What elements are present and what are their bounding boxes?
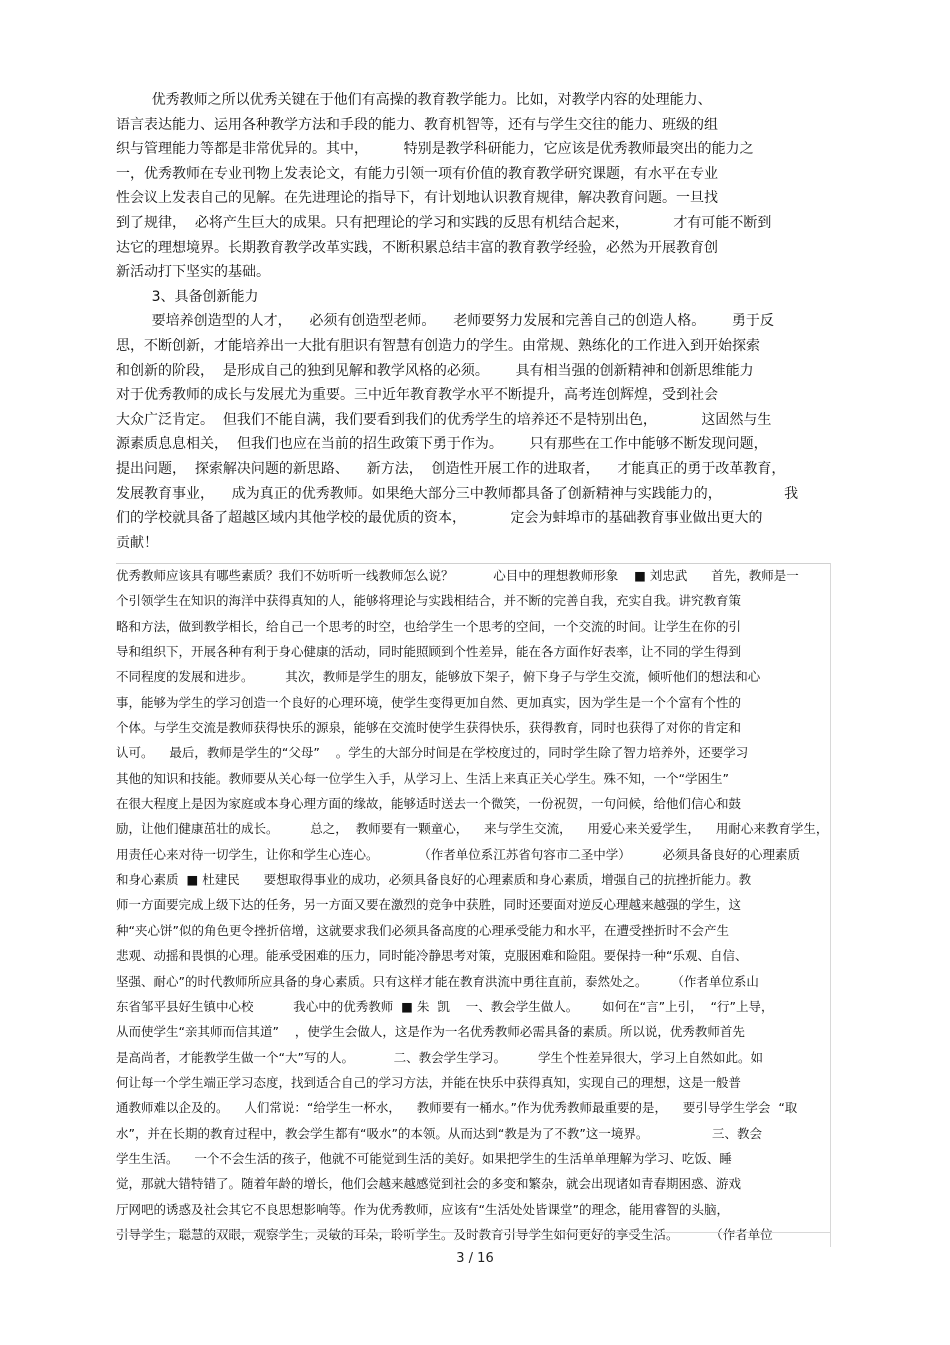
teacher-views-text-line: 励，让他们健康茁壮的成长。 总之， 教师要有一颗童心， 来与学生交流， 用爱心来关爱学生， 用耐心来教育学生， <box>116 821 829 837</box>
main-text-line: 一，优秀教师在专业刊物上发表论文，有能力引领一项有价值的教育教学研究课题，有水平在专业 <box>116 165 718 182</box>
main-text-line: 源素质息息相关， 但我们也应在当前的招生政策下勇于作为。 只有那些在工作中能够不断发现问题， <box>116 436 768 453</box>
teacher-views-text-line: 水”，并在长期的教育过程中，教会学生都有“吸水”的本领。从而达到“教是为了不教”这一境界。 三、教会 <box>116 1125 762 1141</box>
main-text-line: 思，不断创新，才能培养出一大批有胆识有智慧有创造力的学生。由常规、熟练化的工作进入到开始探索 <box>116 337 760 354</box>
main-text-line: 提出问题， 探索解决问题的新思路、 新方法， 创造性开展工作的进取者， 才能真正的勇于改革教育， <box>116 460 786 477</box>
article-section-teacher-views <box>116 563 831 1247</box>
article-section-main <box>116 88 836 555</box>
teacher-views-text-line: 是高尚者，才能教学生做一个“大”写的人。 二、教会学生学习。 学生个性差异很大，学习上自然如此。如 <box>116 1049 763 1065</box>
main-text-line: 语言表达能力、运用各种教学方法和手段的能力、教育机智等，还有与学生交往的能力、班级的组 <box>116 116 718 133</box>
teacher-views-text-line: 坚强、耐心”的时代教师所应具备的身心素质。只有这样才能在教育洪流中勇往直前，泰然处之。 （作者单位系山 <box>116 973 759 989</box>
teacher-views-text-line: 和身心素质 ■ 杜建民 要想取得事业的成功，必须具备良好的心理素质和身心素质，增强自己的抗挫折能力。教 <box>116 872 752 888</box>
teacher-views-text-line: 个体。与学生交流是教师获得快乐的源泉，能够在交流时使学生获得快乐，获得教育，同时也获得了对你的肯定和 <box>116 720 742 736</box>
main-text-line: 大众广泛肯定。 但我们不能自满，我们要看到我们的优秀学生的培养还不是特别出色， 这固然与生 <box>116 411 772 428</box>
main-text-line: 性会议上发表自己的见解。在先进理论的指导下，有计划地认识教育规律，解决教育问题。一旦找 <box>116 190 718 207</box>
teacher-views-text-line: 从而使学生“亲其师而信其道” ，使学生会做人，这是作为一名优秀教师必需具备的素质。所以说，优秀教师首先 <box>116 1024 745 1040</box>
teacher-views-text-line: 通教师难以企及的。 人们常说：“给学生一杯水， 教师要有一桶水。”作为优秀教师最重要的是， 要引导学生学会 “取 <box>116 1100 798 1116</box>
teacher-views-text-line: 用责任心来对待一切学生，让你和学生心连心。 （作者单位系江苏省句容市二圣中学） 必须具备良好的心理素质 <box>116 846 801 862</box>
main-text-line: 优秀教师之所以优秀关键在于他们有高操的教育教学能力。比如，对教学内容的处理能力、 <box>116 92 712 108</box>
teacher-views-text-line: 东省邹平县好生镇中心校 我心中的优秀教师 ■ 朱 凯 一、教会学生做人。 如何在“言”上引， “行”上导， <box>116 998 774 1014</box>
teacher-views-text-line: 不同程度的发展和进步。 其次，教师是学生的朋友，能够放下架子，俯下身子与学生交流，倾听他们的想法和心 <box>116 669 761 685</box>
page-number: 3 / 16 <box>456 1251 494 1266</box>
main-text-line: 织与管理能力等都是非常优异的。其中， 特别是教学科研能力，它应该是优秀教师最突出的能力之 <box>116 141 754 158</box>
teacher-views-text-line: 悲观、动摇和畏惧的心理。能承受困难的压力，同时能冷静思考对策，克服困难和险阻。要保持一种“乐观、自信、 <box>116 948 748 964</box>
main-text-line: 贡献！ <box>116 534 158 551</box>
teacher-views-text-line: 事，能够为学生的学习创造一个良好的心理环境，使学生变得更加自然、更加真实，因为学生是一个个富有个性的 <box>116 694 742 710</box>
teacher-views-text-line: 师一方面要完成上级下达的任务，另一方面又要在激烈的竞争中获胜，同时还要面对逆反心理越来越强的学生，这 <box>116 897 742 913</box>
teacher-views-text-line: 厅网吧的诱惑及社会其它不良思想影响等。作为优秀教师，应该有“生活处处皆课堂”的理念，能用睿智的头脑， <box>116 1201 729 1217</box>
teacher-views-text-line: 个引领学生在知识的海洋中获得真知的人，能够将理论与实践相结合，并不断的完善自我，充实自我。讲究教育策 <box>116 593 742 609</box>
main-text-line: 们的学校就具备了超越区域内其他学校的最优质的资本， 定会为蚌埠市的基础教育事业做出更大的 <box>116 510 763 527</box>
main-text-line: 对于优秀教师的成长与发展尤为重要。三中近年教育教学水平不断提升，高考连创辉煌，受到社会 <box>116 387 718 404</box>
teacher-views-text-line: 导和组织下，开展各种有利于身心健康的活动，同时能照顾到个性差异，能在各方面作好表率，让不同的学生得到 <box>116 644 742 660</box>
teacher-views-text-line: 觉，那就大错特错了。随着年龄的增长，他们会越来越感觉到社会的多变和繁杂，就会出现诸如青春期困惑、游戏 <box>116 1176 742 1192</box>
teacher-views-text-line: 其他的知识和技能。教师要从关心每一位学生入手，从学习上、生活上来真正关心学生。殊不知，一个“学困生” <box>116 770 729 786</box>
main-text-line: 3、具备创新能力 <box>116 288 259 305</box>
main-text-line: 达它的理想境界。长期教育教学改革实践，不断积累总结丰富的教育教学经验，必然为开展教育创 <box>116 239 718 256</box>
teacher-views-text-line: 优秀教师应该具有哪些素质？我们不妨听听一线教师怎么说？ 心目中的理想教师形象 ■ 刘忠武 首先，教师是一 <box>116 568 799 583</box>
main-text-line: 发展教育事业， 成为真正的优秀教师。如果绝大部分三中教师都具备了创新精神与实践能力的， 我 <box>116 485 799 502</box>
teacher-views-text-line: 何让每一个学生端正学习态度，找到适合自己的学习方法，并能在快乐中获得真知，实现自己的理想，这是一般普 <box>116 1074 742 1090</box>
teacher-views-text-line: 略和方法，做到教学相长，给自己一个思考的时空，也给学生一个思考的空间，一个交流的时间。让学生在你的引 <box>116 618 742 634</box>
main-text-line: 新活动打下坚实的基础。 <box>116 264 270 281</box>
teacher-views-text-line: 学生生活。 一个不会生活的孩子，他就不可能觉到生活的美好。如果把学生的生活单单理解为学习、吃饭、睡 <box>116 1150 732 1166</box>
main-text-line: 到了规律， 必将产生巨大的成果。只有把理论的学习和实践的反思有机结合起来， 才有可能不断到 <box>116 214 772 231</box>
teacher-views-text-line: 认可。 最后，教师是学生的“父母” 。学生的大部分时间是在学校度过的，同时学生除了智力培养外，还要学习 <box>116 745 749 761</box>
teacher-views-text-line: 种“夹心饼”似的角色更令挫折倍增，这就要求我们必须具备高度的心理承受能力和水平，在遭受挫折时不会产生 <box>116 922 729 938</box>
main-text-line: 和创新的阶段， 是形成自己的独到见解和教学风格的必须。 具有相当强的创新精神和创新思维能力 <box>116 362 754 379</box>
main-text-line: 要培养创造型的人才， 必须有创造型老师。 老师要努力发展和完善自己的创造人格。 勇于反 <box>116 313 774 330</box>
section-bottom-rule <box>116 1232 830 1233</box>
teacher-views-text-line: 引导学生；聪慧的双眼，观察学生；灵敏的耳朵，聆听学生。及时教育引导学生如何更好的享受生活。 （作者单位 <box>116 1226 773 1242</box>
teacher-views-text-line: 在很大程度上是因为家庭或本身心理方面的缘故，能够适时送去一个微笑，一份祝贺，一句问候，给他们信心和鼓 <box>116 796 742 812</box>
